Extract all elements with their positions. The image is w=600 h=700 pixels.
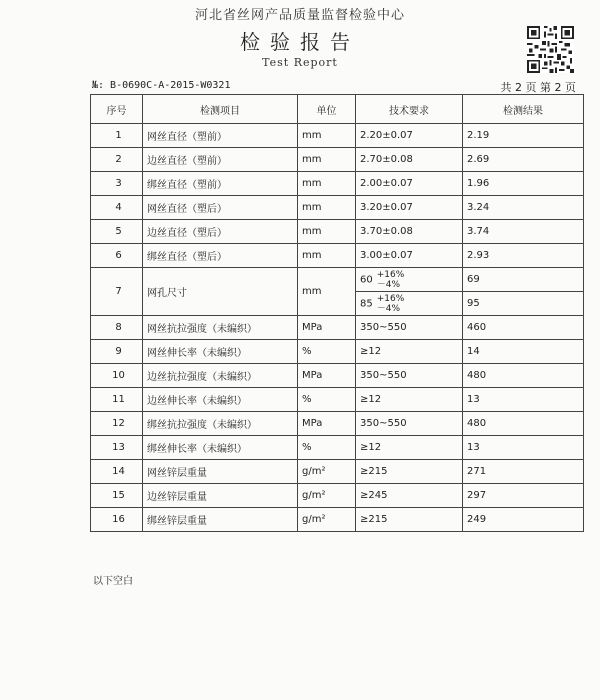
table-row (91, 340, 584, 364)
column-header-result: 检测结果 (463, 95, 584, 124)
table-row (91, 172, 584, 196)
result: 1.96 (463, 172, 584, 196)
requirement: ≥12 (356, 340, 463, 364)
column-header-item: 检测项目 (143, 95, 298, 124)
result: 297 (463, 484, 584, 508)
row-number: 1 (91, 124, 143, 148)
table-row (91, 364, 584, 388)
row-number: 2 (91, 148, 143, 172)
column-header-number: 序号 (91, 95, 143, 124)
result: 460 (463, 316, 584, 340)
unit: g/m² (298, 484, 356, 508)
end-of-report-note: 以下空白 (93, 576, 133, 587)
result: 13 (463, 436, 584, 460)
row-number: 13 (91, 436, 143, 460)
page-indicator: 共 2 页 第 2 页 (500, 81, 576, 94)
row-number: 8 (91, 316, 143, 340)
unit: mm (298, 244, 356, 268)
document-subtitle: Test Report (262, 56, 338, 69)
unit: MPa (298, 316, 356, 340)
test-item: 边丝抗拉强度（未编织） (143, 364, 298, 388)
tolerance (377, 270, 405, 290)
unit: g/m² (298, 508, 356, 532)
requirement: ≥12 (356, 388, 463, 412)
result: 480 (463, 364, 584, 388)
result: 95 (463, 292, 584, 316)
table-row (91, 220, 584, 244)
tolerance-minus: －4% (376, 303, 401, 314)
tolerance-plus: +16% (376, 269, 405, 280)
requirement: 2.20±0.07 (356, 124, 463, 148)
table-row (91, 436, 584, 460)
requirement: 350~550 (356, 316, 463, 340)
table-row (91, 244, 584, 268)
table-row (91, 388, 584, 412)
table-row (91, 460, 584, 484)
requirement: 2.00±0.07 (356, 172, 463, 196)
test-item: 绑丝直径（塑前） (143, 172, 298, 196)
test-item: 网孔尺寸 (143, 268, 298, 316)
unit: MPa (298, 412, 356, 436)
table-row (91, 508, 584, 532)
row-number: 5 (91, 220, 143, 244)
test-item: 边丝直径（塑后） (143, 220, 298, 244)
test-item: 网丝直径（塑前） (143, 124, 298, 148)
row-number: 6 (91, 244, 143, 268)
requirement: 3.00±0.07 (356, 244, 463, 268)
table-row-mesh (91, 268, 584, 292)
row-number: 3 (91, 172, 143, 196)
document-title: 检验报告 (240, 30, 360, 54)
table-row (91, 196, 584, 220)
unit: mm (298, 148, 356, 172)
result: 69 (463, 268, 584, 292)
unit: % (298, 340, 356, 364)
test-item: 网丝抗拉强度（未编织） (143, 316, 298, 340)
tolerance-plus: +16% (376, 293, 405, 304)
row-number: 11 (91, 388, 143, 412)
requirement: 350~550 (356, 364, 463, 388)
test-item: 边丝锌层重量 (143, 484, 298, 508)
requirement-tolerance (356, 268, 463, 292)
row-number: 4 (91, 196, 143, 220)
row-number: 10 (91, 364, 143, 388)
unit: mm (298, 172, 356, 196)
tolerance (377, 294, 405, 314)
test-results-table (90, 94, 584, 532)
row-number: 16 (91, 508, 143, 532)
organization-name: 河北省丝网产品质量监督检验中心 (194, 8, 405, 23)
nominal-value: 85 (360, 298, 373, 309)
test-item: 绑丝直径（塑后） (143, 244, 298, 268)
result: 3.74 (463, 220, 584, 244)
unit: % (298, 436, 356, 460)
table-row (91, 484, 584, 508)
test-item: 网丝伸长率（未编织） (143, 340, 298, 364)
test-item: 网丝直径（塑后） (143, 196, 298, 220)
requirement: ≥215 (356, 508, 463, 532)
test-item: 边丝直径（塑前） (143, 148, 298, 172)
test-item: 边丝伸长率（未编织） (143, 388, 298, 412)
table-row (91, 412, 584, 436)
result: 271 (463, 460, 584, 484)
test-item: 网丝锌层重量 (143, 460, 298, 484)
requirement: ≥245 (356, 484, 463, 508)
result: 3.24 (463, 196, 584, 220)
row-number: 9 (91, 340, 143, 364)
requirement: 2.70±0.08 (356, 148, 463, 172)
nominal-value: 60 (360, 274, 373, 285)
unit: MPa (298, 364, 356, 388)
column-header-requirement: 技术要求 (356, 95, 463, 124)
unit: mm (298, 196, 356, 220)
table-row (91, 316, 584, 340)
requirement: 350~550 (356, 412, 463, 436)
result: 2.19 (463, 124, 584, 148)
unit: % (298, 388, 356, 412)
unit: mm (298, 268, 356, 316)
table-row (91, 124, 584, 148)
result: 14 (463, 340, 584, 364)
unit: g/m² (298, 460, 356, 484)
requirement: 3.70±0.08 (356, 220, 463, 244)
test-item: 绑丝抗拉强度（未编织） (143, 412, 298, 436)
result: 2.69 (463, 148, 584, 172)
row-number: 7 (91, 268, 143, 316)
unit: mm (298, 220, 356, 244)
result: 2.93 (463, 244, 584, 268)
table-header-row (91, 95, 584, 124)
unit: mm (298, 124, 356, 148)
test-item: 绑丝伸长率（未编织） (143, 436, 298, 460)
report-number: №: B-0690C-A-2015-W0321 (92, 80, 231, 91)
result: 480 (463, 412, 584, 436)
result: 249 (463, 508, 584, 532)
test-item: 绑丝锌层重量 (143, 508, 298, 532)
row-number: 15 (91, 484, 143, 508)
row-number: 12 (91, 412, 143, 436)
qr-code-icon (527, 26, 574, 73)
requirement-tolerance (356, 292, 463, 316)
requirement: ≥12 (356, 436, 463, 460)
tolerance-minus: －4% (376, 279, 401, 290)
column-header-unit: 单位 (298, 95, 356, 124)
requirement: ≥215 (356, 460, 463, 484)
table-row (91, 148, 584, 172)
result: 13 (463, 388, 584, 412)
row-number: 14 (91, 460, 143, 484)
requirement: 3.20±0.07 (356, 196, 463, 220)
